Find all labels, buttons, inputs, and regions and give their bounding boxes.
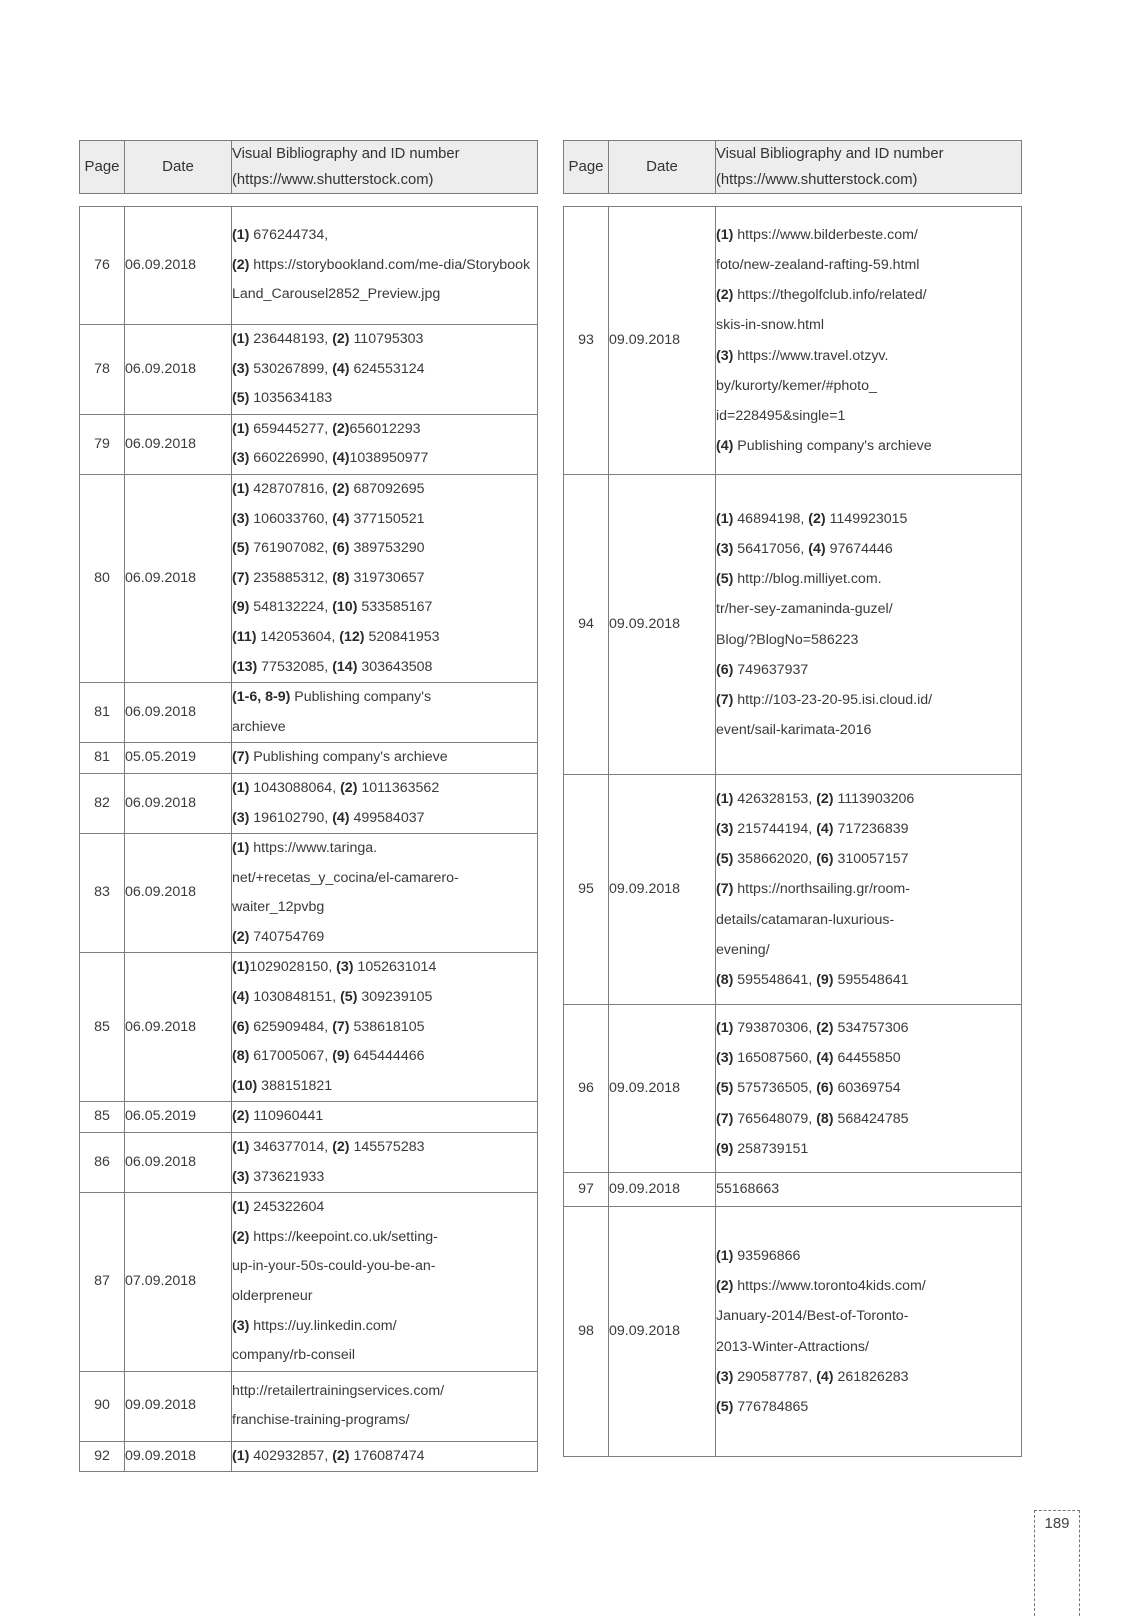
item-marker: (6) bbox=[232, 1018, 250, 1035]
item-marker: (1) bbox=[716, 790, 734, 807]
row-date: 09.09.2018 bbox=[609, 775, 716, 1005]
row-bibliography: (7) Publishing company's archieve bbox=[232, 743, 538, 774]
row-bibliography: (1) 676244734, (2) https://storybookland.com/me-dia/StorybookLand_Carousel2852_Preview.jpg bbox=[232, 207, 538, 325]
item-marker: (13) bbox=[232, 658, 258, 675]
row-date: 06.09.2018 bbox=[125, 207, 232, 325]
row-bibliography: (1) 793870306, (2) 534757306 (3) 165087560, (4) 64455850 (5) 575736505, (6) 60369754 (7) 765648079, (8) 568424785 (9) 258739151 bbox=[716, 1005, 1022, 1173]
table-header-row bbox=[564, 141, 1022, 194]
row-bibliography: (1) 245322604 (2) https://keepoint.co.uk/setting- up-in-your-50s-could-you-be-an- olderpreneur (3) https://uy.linkedin.com/ company/rb-conseil bbox=[232, 1193, 538, 1372]
header-page: Page bbox=[80, 141, 125, 194]
item-marker: (6) bbox=[816, 851, 834, 868]
item-marker: (7) bbox=[232, 749, 250, 766]
bibliography-table-left bbox=[79, 140, 538, 1472]
item-marker: (3) bbox=[716, 540, 734, 557]
row-date: 09.09.2018 bbox=[609, 1207, 716, 1457]
item-marker: (6) bbox=[332, 540, 350, 557]
item-marker: (4) bbox=[332, 360, 350, 377]
table-row bbox=[564, 1173, 1022, 1207]
row-date: 09.09.2018 bbox=[609, 207, 716, 475]
item-marker: (1) bbox=[232, 779, 250, 796]
row-date: 06.09.2018 bbox=[125, 834, 232, 953]
row-page: 96 bbox=[564, 1005, 609, 1173]
item-marker: (7) bbox=[716, 881, 734, 898]
row-date: 06.09.2018 bbox=[125, 414, 232, 474]
item-marker: (3) bbox=[232, 450, 250, 467]
row-date: 09.09.2018 bbox=[609, 475, 716, 775]
item-marker: (1) bbox=[232, 1199, 250, 1216]
item-marker: (2) bbox=[332, 331, 350, 347]
item-marker: (5) bbox=[232, 390, 250, 407]
item-marker: (5) bbox=[716, 1398, 734, 1415]
table-row bbox=[80, 414, 538, 474]
row-page: 85 bbox=[80, 1102, 125, 1133]
item-marker: (2) bbox=[716, 1278, 734, 1295]
item-marker: (2) bbox=[332, 420, 350, 437]
item-marker: (7) bbox=[232, 569, 250, 586]
item-marker: (2) bbox=[816, 790, 834, 807]
table-row bbox=[564, 1005, 1022, 1173]
item-marker: (5) bbox=[232, 540, 250, 557]
item-marker: (8) bbox=[232, 1048, 250, 1065]
item-marker: (3) bbox=[232, 1168, 250, 1185]
item-marker: (6) bbox=[816, 1080, 834, 1097]
item-marker: (3) bbox=[232, 510, 250, 527]
table-row bbox=[80, 1441, 538, 1472]
row-bibliography: (1) https://www.taringa. net/+recetas_y_cocina/el-camarero- waiter_12pvbg (2) 740754769 bbox=[232, 834, 538, 953]
row-bibliography: (1) 1043088064, (2) 1011363562 (3) 196102790, (4) 499584037 bbox=[232, 773, 538, 833]
item-marker: (2) bbox=[232, 928, 250, 945]
item-marker: (2) bbox=[332, 1139, 350, 1156]
spacer-row bbox=[80, 194, 538, 207]
row-page: 76 bbox=[80, 207, 125, 325]
header-date: Date bbox=[125, 141, 232, 194]
table-row bbox=[80, 834, 538, 953]
row-bibliography: (2) 110960441 bbox=[232, 1102, 538, 1133]
row-page: 85 bbox=[80, 953, 125, 1102]
row-page: 97 bbox=[564, 1173, 609, 1207]
header-bibliography bbox=[232, 141, 538, 194]
item-marker: (7) bbox=[332, 1018, 350, 1035]
item-marker: (1) bbox=[232, 1139, 250, 1156]
item-marker: (9) bbox=[816, 972, 834, 988]
table-row bbox=[80, 773, 538, 833]
row-page: 92 bbox=[80, 1441, 125, 1472]
row-page: 93 bbox=[564, 207, 609, 475]
item-marker: (3) bbox=[716, 1050, 734, 1067]
item-marker: (4) bbox=[232, 989, 250, 1006]
item-marker: (5) bbox=[716, 851, 734, 868]
item-marker: (1-6, 8-9) bbox=[232, 689, 291, 706]
spacer-row bbox=[564, 194, 1022, 207]
row-bibliography: (1) 428707816, (2) 687092695 (3) 106033760, (4) 377150521 (5) 761907082, (6) 389753290 (7) 235885312, (8) 319730657 (9) 548132224, (10) 533585167 (11) 142053604, (12) 520841953 (13) 77532085, (14) 303643508 bbox=[232, 474, 538, 682]
row-bibliography: (1) https://www.bilderbeste.com/ foto/new-zealand-rafting-59.html (2) https://thegolfclub.info/related/ skis-in-snow.html (3) https://www.travel.otzyv. by/kurorty/kemer/#photo_ id=228495&single=1 (4) Publishing company's archieve bbox=[716, 207, 1022, 475]
row-date: 06.05.2019 bbox=[125, 1102, 232, 1133]
table-body-left bbox=[80, 194, 538, 1472]
row-page: 94 bbox=[564, 475, 609, 775]
item-marker: (2) bbox=[332, 480, 350, 497]
item-marker: (2) bbox=[232, 1228, 250, 1245]
item-marker: (5) bbox=[716, 1080, 734, 1097]
header-bibliography bbox=[716, 141, 1022, 194]
row-bibliography: http://retailertrainingservices.com/ franchise-training-programs/ bbox=[232, 1371, 538, 1441]
row-date: 05.05.2019 bbox=[125, 743, 232, 774]
row-bibliography: (1)1029028150, (3) 1052631014 (4) 1030848151, (5) 309239105 (6) 625909484, (7) 538618105 (8) 617005067, (9) 645444466 (10) 388151821 bbox=[232, 953, 538, 1102]
row-page: 90 bbox=[80, 1371, 125, 1441]
row-bibliography: (1) 93596866 (2) https://www.toronto4kids.com/ January-2014/Best-of-Toronto- 2013-Winter-Attractions/ (3) 290587787, (4) 261826283 (5) 776784865 bbox=[716, 1207, 1022, 1457]
table-row bbox=[564, 207, 1022, 475]
table-row bbox=[80, 207, 538, 325]
row-page: 79 bbox=[80, 414, 125, 474]
item-marker: (2) bbox=[716, 287, 734, 304]
row-date: 09.09.2018 bbox=[125, 1371, 232, 1441]
header-date: Date bbox=[609, 141, 716, 194]
item-marker: (9) bbox=[232, 599, 250, 616]
table-row bbox=[80, 474, 538, 682]
item-marker: (3) bbox=[232, 1317, 250, 1334]
item-marker: (6) bbox=[716, 661, 734, 678]
item-marker: (3) bbox=[232, 809, 250, 826]
table-row bbox=[80, 743, 538, 774]
header-bib-line2: (https://www.shutterstock.com) bbox=[716, 172, 918, 188]
row-bibliography: 55168663 bbox=[716, 1173, 1022, 1207]
item-marker: (3) bbox=[716, 347, 734, 364]
item-marker: (11) bbox=[232, 628, 257, 645]
row-bibliography: (1) 236448193, (2) 110795303 (3) 530267899, (4) 624553124 (5) 1035634183 bbox=[232, 325, 538, 415]
item-marker: (1) bbox=[232, 331, 250, 347]
item-marker: (8) bbox=[716, 972, 734, 988]
item-marker: (3) bbox=[232, 360, 250, 377]
row-date: 06.09.2018 bbox=[125, 1133, 232, 1193]
item-marker: (14) bbox=[332, 658, 358, 675]
item-marker: (4) bbox=[816, 1050, 834, 1067]
table-body-right bbox=[564, 194, 1022, 1457]
item-marker: (4) bbox=[816, 1368, 834, 1385]
item-marker: (4) bbox=[816, 820, 834, 837]
row-page: 87 bbox=[80, 1193, 125, 1372]
row-bibliography: (1) 659445277, (2)656012293 (3) 660226990, (4)1038950977 bbox=[232, 414, 538, 474]
table-row bbox=[564, 1207, 1022, 1457]
item-marker: (2) bbox=[232, 1108, 250, 1125]
row-bibliography: (1) 46894198, (2) 1149923015 (3) 56417056, (4) 97674446 (5) http://blog.milliyet.com. tr/her-sey-zamaninda-guzel/ Blog/?BlogNo=586223 (6) 749637937 (7) http://103-23-20-95.isi.cloud.id/ event/sail-karimata-2016 bbox=[716, 475, 1022, 775]
item-marker: (1) bbox=[716, 1247, 734, 1264]
table-row bbox=[564, 475, 1022, 775]
row-bibliography: (1) 426328153, (2) 1113903206 (3) 215744194, (4) 717236839 (5) 358662020, (6) 310057157 (7) https://northsailing.gr/room- details/catamaran-luxurious- evening/ (8) 595548641, (9) 595548641 bbox=[716, 775, 1022, 1005]
row-bibliography: (1) 346377014, (2) 145575283 (3) 373621933 bbox=[232, 1133, 538, 1193]
item-marker: (1) bbox=[716, 226, 734, 243]
row-date: 06.09.2018 bbox=[125, 773, 232, 833]
row-date: 09.09.2018 bbox=[125, 1441, 232, 1472]
header-page: Page bbox=[564, 141, 609, 194]
item-marker: (3) bbox=[716, 1368, 734, 1385]
row-date: 06.09.2018 bbox=[125, 683, 232, 743]
item-marker: (1) bbox=[232, 420, 250, 437]
item-marker: (4) bbox=[808, 540, 826, 557]
row-date: 09.09.2018 bbox=[609, 1173, 716, 1207]
row-page: 82 bbox=[80, 773, 125, 833]
header-bib-line1: Visual Bibliography and ID number bbox=[716, 146, 944, 162]
item-marker: (4) bbox=[332, 510, 350, 527]
item-marker: (7) bbox=[716, 1110, 734, 1127]
item-marker: (7) bbox=[716, 691, 734, 708]
table-row bbox=[80, 953, 538, 1102]
row-date: 07.09.2018 bbox=[125, 1193, 232, 1372]
row-page: 80 bbox=[80, 474, 125, 682]
table-row bbox=[564, 775, 1022, 1005]
table-header-row bbox=[80, 141, 538, 194]
item-marker: (3) bbox=[336, 959, 354, 976]
item-marker: (1) bbox=[716, 510, 734, 527]
item-marker: (4) bbox=[332, 450, 350, 467]
row-date: 06.09.2018 bbox=[125, 953, 232, 1102]
item-marker: (9) bbox=[716, 1140, 734, 1157]
item-marker: (1) bbox=[232, 227, 250, 244]
item-marker: (5) bbox=[716, 571, 734, 588]
row-page: 95 bbox=[564, 775, 609, 1005]
row-date: 06.09.2018 bbox=[125, 325, 232, 415]
item-marker: (8) bbox=[816, 1110, 834, 1127]
item-marker: (2) bbox=[332, 1447, 350, 1464]
table-row bbox=[80, 1102, 538, 1133]
item-marker: (10) bbox=[232, 1077, 258, 1094]
item-marker: (2) bbox=[816, 1019, 834, 1036]
item-marker: (1) bbox=[232, 480, 250, 497]
item-marker: (9) bbox=[332, 1048, 350, 1065]
row-bibliography: (1) 402932857, (2) 176087474 bbox=[232, 1441, 538, 1472]
row-page: 81 bbox=[80, 743, 125, 774]
row-bibliography: (1-6, 8-9) Publishing company's archieve bbox=[232, 683, 538, 743]
item-marker: (2) bbox=[340, 779, 358, 796]
bibliography-table-right bbox=[563, 140, 1022, 1457]
row-page: 98 bbox=[564, 1207, 609, 1457]
item-marker: (3) bbox=[716, 820, 734, 837]
item-marker: (4) bbox=[716, 438, 734, 455]
row-page: 83 bbox=[80, 834, 125, 953]
row-page: 81 bbox=[80, 683, 125, 743]
row-date: 09.09.2018 bbox=[609, 1005, 716, 1173]
item-marker: (2) bbox=[232, 256, 250, 273]
table-row bbox=[80, 1193, 538, 1372]
item-marker: (1) bbox=[232, 959, 250, 976]
item-marker: (5) bbox=[340, 989, 358, 1006]
page-number: 189 bbox=[1034, 1510, 1080, 1616]
table-row bbox=[80, 325, 538, 415]
table-row bbox=[80, 1371, 538, 1441]
header-bib-line2: (https://www.shutterstock.com) bbox=[232, 172, 434, 188]
item-marker: (1) bbox=[232, 840, 250, 857]
item-marker: (1) bbox=[232, 1447, 250, 1464]
item-marker: (4) bbox=[332, 809, 350, 826]
item-marker: (8) bbox=[332, 569, 350, 586]
item-marker: (2) bbox=[808, 510, 826, 527]
item-marker: (12) bbox=[339, 628, 365, 645]
row-date: 06.09.2018 bbox=[125, 474, 232, 682]
row-page: 78 bbox=[80, 325, 125, 415]
table-row bbox=[80, 1133, 538, 1193]
table-row bbox=[80, 683, 538, 743]
header-bib-line1: Visual Bibliography and ID number bbox=[232, 146, 460, 162]
row-page: 86 bbox=[80, 1133, 125, 1193]
item-marker: (1) bbox=[716, 1019, 734, 1036]
item-marker: (10) bbox=[332, 599, 358, 616]
